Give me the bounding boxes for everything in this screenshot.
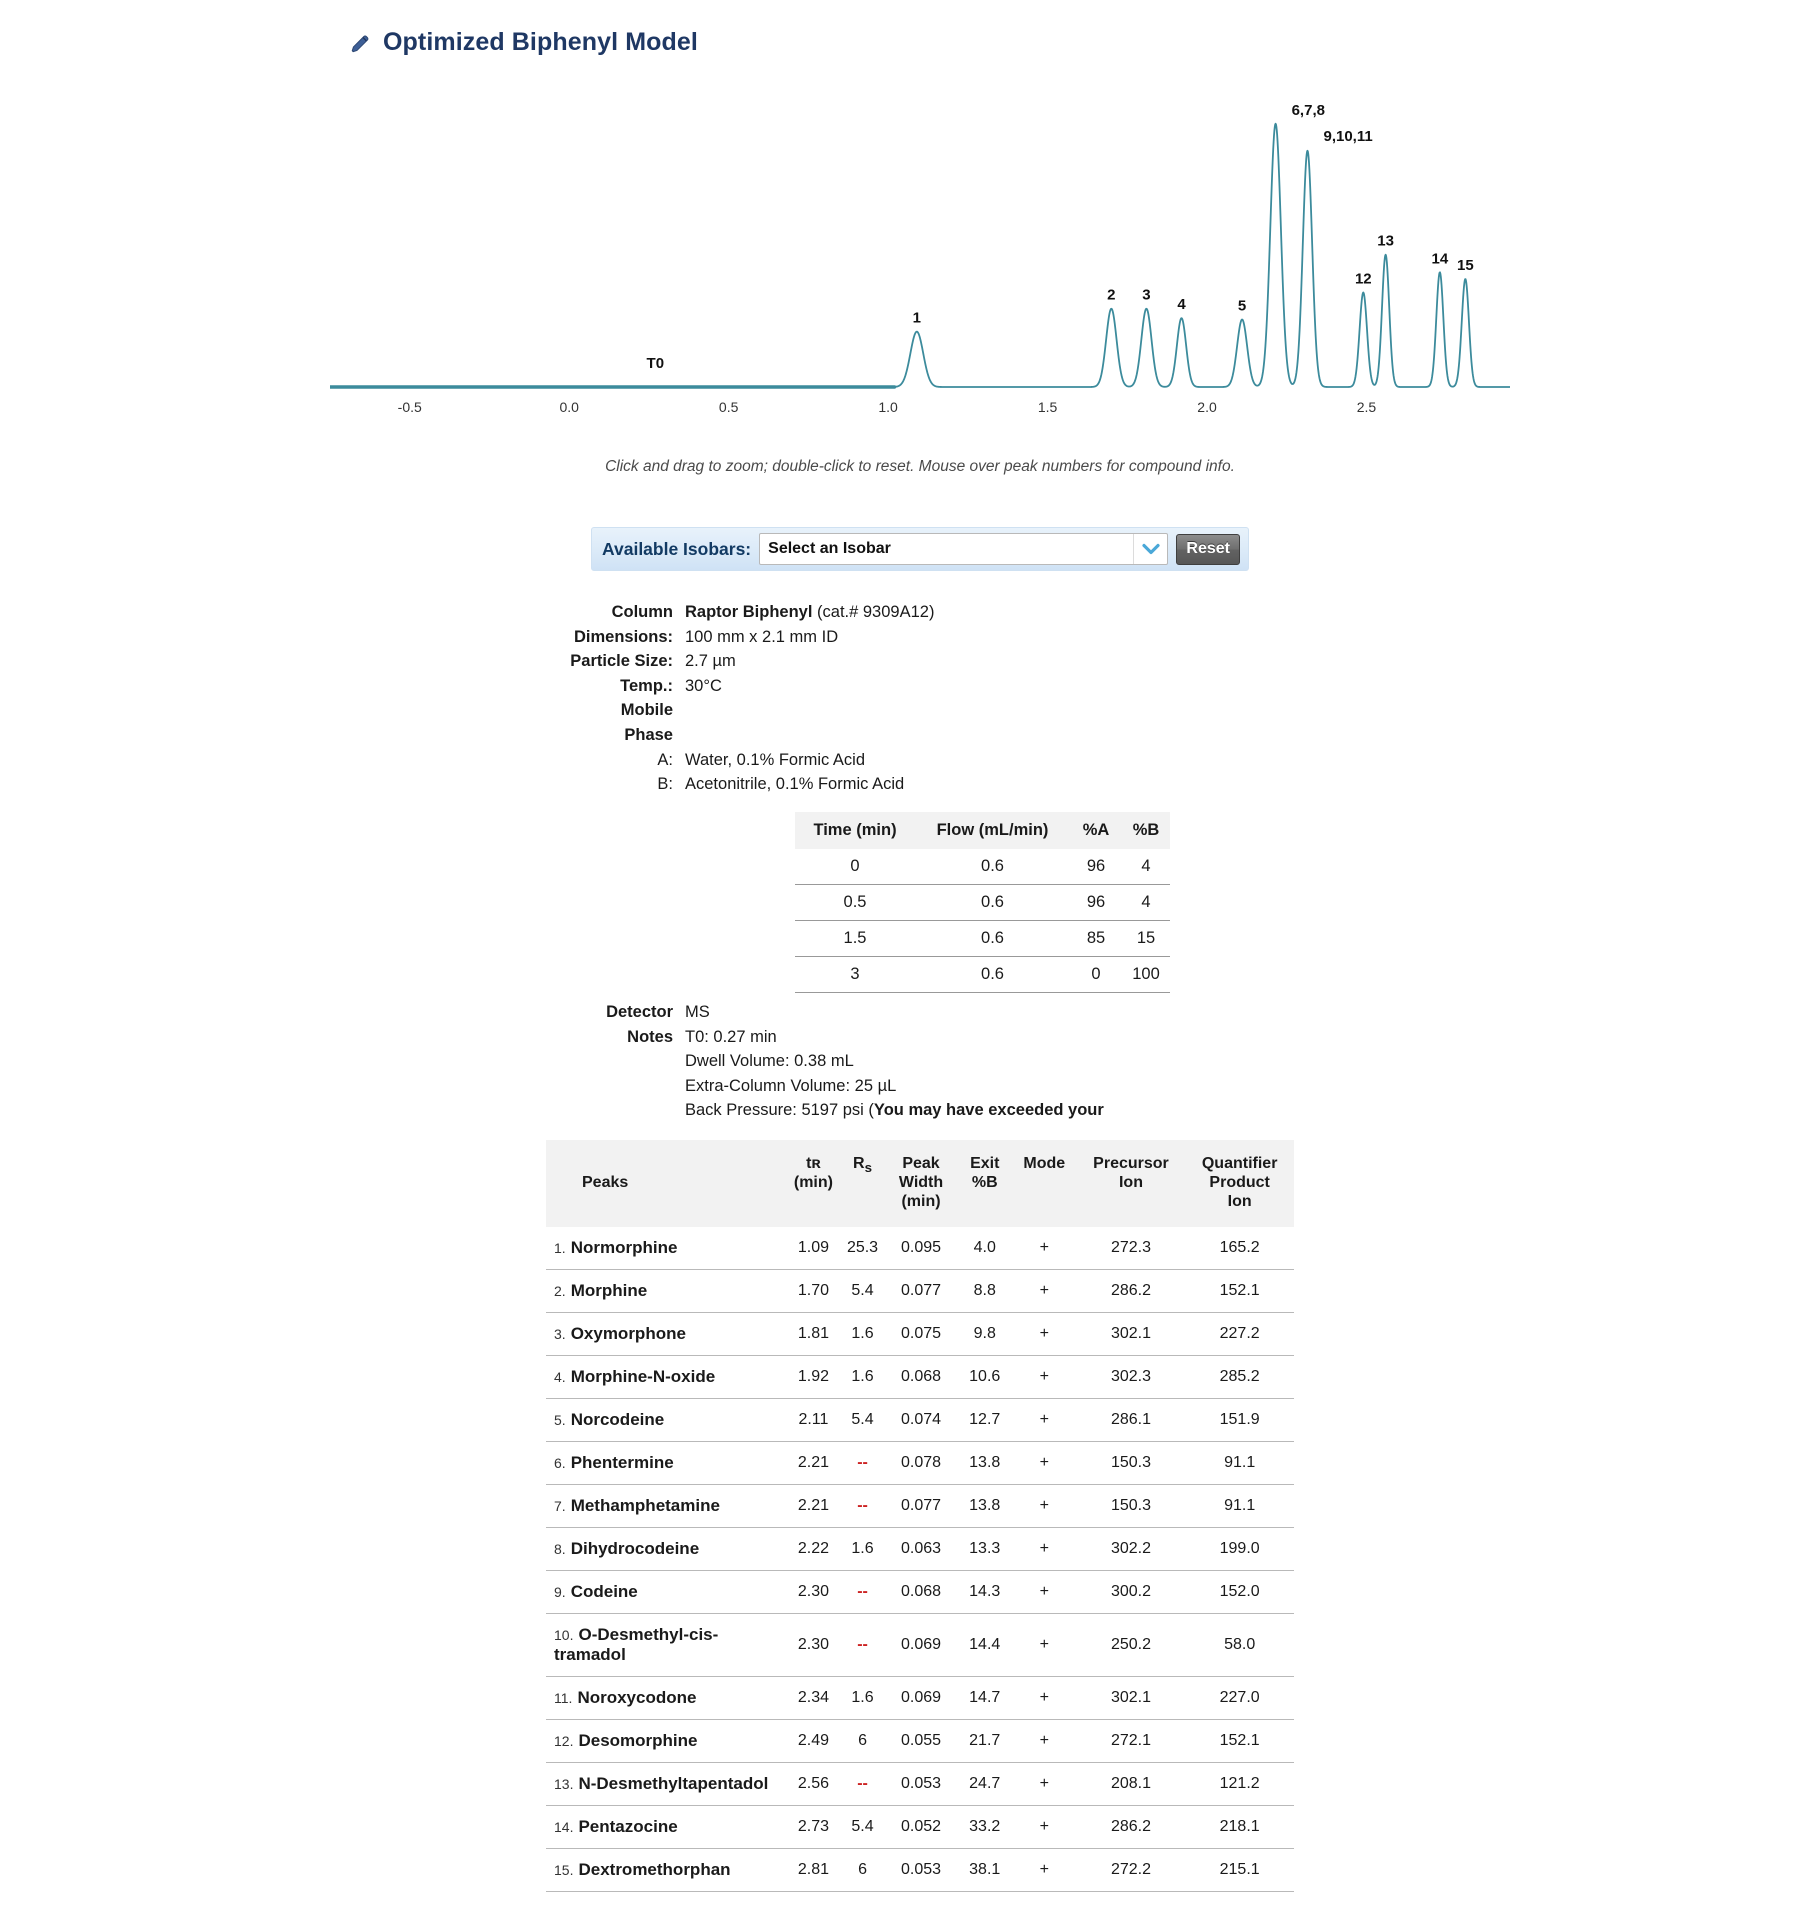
gradient-cell-pct-b: 100 xyxy=(1122,957,1170,993)
peak-name-cell xyxy=(546,1356,786,1399)
peak-quantifier-product-ion: 285.2 xyxy=(1185,1356,1294,1399)
gradient-cell-pct-a: 96 xyxy=(1070,849,1122,885)
gradient-cell-flow: 0.6 xyxy=(915,957,1070,993)
peak-width: 0.053 xyxy=(884,1763,957,1806)
peak-resolution: 6 xyxy=(841,1849,885,1892)
peak-index: 10. xyxy=(554,1627,574,1643)
gradient-cell-pct-b: 15 xyxy=(1122,921,1170,957)
peak-mode: + xyxy=(1012,1528,1077,1571)
phase-a-value: Water, 0.1% Formic Acid xyxy=(685,750,866,769)
peak-index: 5. xyxy=(554,1412,566,1428)
peak-exit-pct-b: 21.7 xyxy=(958,1720,1012,1763)
peak-quantifier-product-ion: 165.2 xyxy=(1185,1227,1294,1270)
gradient-row xyxy=(795,921,1170,957)
peak-compound-name: Normorphine xyxy=(570,1238,678,1257)
peak-width: 0.075 xyxy=(884,1313,957,1356)
peaks-header-qpi-l1: Quantifier xyxy=(1201,1155,1278,1172)
mobile-phase-key-line1: Mobile xyxy=(620,701,673,720)
isobar-label: Available Isobars: xyxy=(602,538,752,559)
peak-precursor-ion: 272.1 xyxy=(1077,1720,1186,1763)
peak-quantifier-product-ion: 152.0 xyxy=(1185,1571,1294,1614)
peak-resolution: 1.6 xyxy=(841,1677,885,1720)
peak-index: 4. xyxy=(554,1369,566,1385)
gradient-cell-pct-a: 85 xyxy=(1070,921,1122,957)
peak-resolution: 25.3 xyxy=(841,1227,885,1270)
peak-exit-pct-b: 13.8 xyxy=(958,1485,1012,1528)
peak-width: 0.078 xyxy=(884,1442,957,1485)
gradient-header-pct-b: %B xyxy=(1122,812,1170,849)
peak-exit-pct-b: 4.0 xyxy=(958,1227,1012,1270)
peak-index: 11. xyxy=(554,1690,573,1706)
peak-resolution: 5.4 xyxy=(841,1399,885,1442)
peaks-header-exit-l2: %B xyxy=(971,1174,998,1191)
peak-precursor-ion: 272.2 xyxy=(1077,1849,1186,1892)
gradient-table-head xyxy=(795,812,1170,849)
x-axis-tick-label: 0.5 xyxy=(718,399,739,415)
peaks-header-exit-pct-b xyxy=(958,1140,1012,1227)
peak-quantifier-product-ion: 58.0 xyxy=(1185,1614,1294,1677)
peak-compound-name: Dihydrocodeine xyxy=(570,1539,700,1558)
method-particle-value: 2.7 µm xyxy=(685,652,736,671)
peaks-header-mode: Mode xyxy=(1012,1140,1077,1227)
peak-retention-time: 2.21 xyxy=(786,1485,840,1528)
note-extra-column: Extra-Column Volume: 25 µL xyxy=(685,1076,897,1095)
detector-notes xyxy=(560,1000,1220,1123)
peak-name-cell xyxy=(546,1614,786,1677)
peak-precursor-ion: 302.1 xyxy=(1077,1677,1186,1720)
peak-number-label[interactable]: 14 xyxy=(1431,250,1449,268)
peak-retention-time: 1.81 xyxy=(786,1313,840,1356)
peaks-header-row xyxy=(546,1140,1294,1227)
peaks-table-head xyxy=(546,1140,1294,1227)
peak-resolution: -- xyxy=(841,1442,885,1485)
peak-index: 3. xyxy=(554,1326,566,1342)
chevron-down-icon[interactable] xyxy=(1133,534,1167,564)
peak-compound-name: Pentazocine xyxy=(578,1817,678,1836)
peak-index: 6. xyxy=(554,1455,566,1471)
method-temp-value: 30°C xyxy=(685,676,722,695)
peak-index: 9. xyxy=(554,1584,566,1600)
peak-precursor-ion: 208.1 xyxy=(1077,1763,1186,1806)
peak-width: 0.068 xyxy=(884,1571,957,1614)
peaks-header-pw-l3: (min) xyxy=(901,1193,941,1210)
peak-mode: + xyxy=(1012,1313,1077,1356)
x-axis-tick-label: 0.0 xyxy=(559,399,579,415)
table-row[interactable] xyxy=(546,1485,1294,1528)
peak-resolution: -- xyxy=(841,1763,885,1806)
peak-quantifier-product-ion: 152.1 xyxy=(1185,1270,1294,1313)
peak-index: 7. xyxy=(554,1498,566,1514)
t0-marker-label: T0 xyxy=(646,355,665,373)
x-axis-tick-label: 2.5 xyxy=(1356,399,1377,415)
gradient-cell-flow: 0.6 xyxy=(915,921,1070,957)
gradient-table-body xyxy=(795,849,1170,993)
peak-quantifier-product-ion: 227.0 xyxy=(1185,1677,1294,1720)
peak-number-label[interactable]: 5 xyxy=(1237,297,1247,315)
peak-width: 0.077 xyxy=(884,1270,957,1313)
table-row[interactable] xyxy=(546,1270,1294,1313)
gradient-cell-pct-a: 96 xyxy=(1070,885,1122,921)
peak-width: 0.069 xyxy=(884,1614,957,1677)
peaks-header-exit-l1: Exit xyxy=(970,1155,1000,1172)
peaks-header-pw-l2: Width xyxy=(898,1174,944,1191)
x-axis-tick-label: -0.5 xyxy=(397,399,422,415)
peaks-header-rs xyxy=(841,1140,885,1227)
peaks-header-rs-main: $R_s$ xyxy=(853,1155,872,1176)
peak-precursor-ion: 272.3 xyxy=(1077,1227,1186,1270)
peak-exit-pct-b: 24.7 xyxy=(958,1763,1012,1806)
chromatogram-plot[interactable] xyxy=(330,55,1510,455)
chromatogram[interactable] xyxy=(330,55,1510,485)
peak-quantifier-product-ion: 215.1 xyxy=(1185,1849,1294,1892)
peak-name-cell xyxy=(546,1270,786,1313)
peak-resolution: 1.6 xyxy=(841,1356,885,1399)
phase-b-value: Acetonitrile, 0.1% Formic Acid xyxy=(685,775,905,794)
peaks-table xyxy=(546,1140,1294,1892)
gradient-row xyxy=(795,849,1170,885)
peaks-header-pw-l1: Peak xyxy=(902,1155,940,1172)
peak-precursor-ion: 250.2 xyxy=(1077,1614,1186,1677)
peak-retention-time: 2.73 xyxy=(786,1806,840,1849)
peak-index: 1. xyxy=(554,1240,566,1256)
peak-compound-name: Methamphetamine xyxy=(570,1496,720,1515)
table-row[interactable] xyxy=(546,1442,1294,1485)
back-pressure-warning: You may have exceeded your xyxy=(873,1101,1104,1120)
peak-resolution: -- xyxy=(841,1614,885,1677)
peak-exit-pct-b: 12.7 xyxy=(958,1399,1012,1442)
peak-mode: + xyxy=(1012,1485,1077,1528)
peak-precursor-ion: 286.2 xyxy=(1077,1270,1186,1313)
peak-mode: + xyxy=(1012,1614,1077,1677)
peak-exit-pct-b: 14.7 xyxy=(958,1677,1012,1720)
peak-index: 14. xyxy=(554,1819,574,1835)
peak-index: 13. xyxy=(554,1776,574,1792)
peak-number-label[interactable]: 9,10,11 xyxy=(1323,127,1373,145)
peak-precursor-ion: 302.2 xyxy=(1077,1528,1186,1571)
peak-resolution: 1.6 xyxy=(841,1528,885,1571)
peak-quantifier-product-ion: 91.1 xyxy=(1185,1442,1294,1485)
chromatogram-hint: Click and drag to zoom; double-click to reset. Mouse over peak numbers for compound info. xyxy=(605,458,1235,475)
isobar-toolbar xyxy=(591,527,1249,571)
peak-precursor-ion: 300.2 xyxy=(1077,1571,1186,1614)
phase-b-key: B: xyxy=(657,775,673,794)
peak-number-label[interactable]: 15 xyxy=(1457,257,1474,274)
peak-retention-time: 2.22 xyxy=(786,1528,840,1571)
peak-exit-pct-b: 14.4 xyxy=(958,1614,1012,1677)
peak-resolution: 1.6 xyxy=(841,1313,885,1356)
detector-key: Detector xyxy=(606,1003,673,1021)
method-column-value xyxy=(685,600,1200,625)
method-temp-key: Temp.: xyxy=(620,676,673,695)
gradient-table xyxy=(795,812,1170,993)
peaks-header-tr-main: tʀ xyxy=(806,1155,821,1172)
peak-width: 0.077 xyxy=(884,1485,957,1528)
peak-name-cell xyxy=(546,1485,786,1528)
peak-mode: + xyxy=(1012,1442,1077,1485)
peak-precursor-ion: 302.1 xyxy=(1077,1313,1186,1356)
table-row[interactable] xyxy=(546,1720,1294,1763)
method-dimensions-value: 100 mm x 2.1 mm ID xyxy=(685,627,839,646)
peak-name-cell xyxy=(546,1763,786,1806)
peak-exit-pct-b: 13.3 xyxy=(958,1528,1012,1571)
peak-compound-name: Desomorphine xyxy=(578,1731,698,1750)
method-row-phase-b xyxy=(560,772,1200,797)
gradient-cell-flow: 0.6 xyxy=(915,885,1070,921)
peak-number-label[interactable]: 1 xyxy=(912,309,921,327)
peak-retention-time: 2.30 xyxy=(786,1571,840,1614)
gradient-header-row xyxy=(795,812,1170,849)
gradient-row xyxy=(795,957,1170,993)
peak-index: 15. xyxy=(554,1862,574,1878)
gradient-header-time: Time (min) xyxy=(795,812,915,849)
notes-value xyxy=(685,1025,1220,1123)
peak-index: 2. xyxy=(554,1283,566,1299)
peak-compound-name: Morphine xyxy=(570,1281,648,1300)
peaks-header-tr-unit: (min) xyxy=(793,1174,833,1191)
peak-width: 0.053 xyxy=(884,1849,957,1892)
peak-name-cell xyxy=(546,1399,786,1442)
notes-row xyxy=(560,1025,1220,1123)
peak-width: 0.069 xyxy=(884,1677,957,1720)
peak-number-label[interactable]: 2 xyxy=(1107,286,1116,304)
peaks-header-tr xyxy=(786,1140,840,1227)
method-column-key: Column xyxy=(611,603,673,621)
peak-number-label[interactable]: 13 xyxy=(1377,232,1394,250)
isobar-selected-value: Select an Isobar xyxy=(768,540,891,557)
reset-button[interactable]: Reset xyxy=(1176,534,1240,565)
table-row[interactable] xyxy=(546,1614,1294,1677)
table-row[interactable] xyxy=(546,1528,1294,1571)
peak-number-label[interactable]: 4 xyxy=(1177,296,1186,314)
table-row[interactable] xyxy=(546,1227,1294,1270)
x-axis-tick-label: 1.5 xyxy=(1037,399,1058,415)
column-name: Raptor Biphenyl xyxy=(685,603,813,621)
peak-mode: + xyxy=(1012,1356,1077,1399)
peak-exit-pct-b: 13.8 xyxy=(958,1442,1012,1485)
peak-name-cell xyxy=(546,1313,786,1356)
peak-mode: + xyxy=(1012,1227,1077,1270)
method-particle-key: Particle Size: xyxy=(570,652,673,671)
peak-retention-time: 2.34 xyxy=(786,1677,840,1720)
peak-width: 0.052 xyxy=(884,1806,957,1849)
x-axis-tick-label: 2.0 xyxy=(1197,399,1217,415)
peak-mode: + xyxy=(1012,1806,1077,1849)
peak-retention-time: 2.11 xyxy=(786,1399,840,1442)
gradient-header-flow: Flow (mL/min) xyxy=(915,812,1070,849)
peaks-header-quantifier-product-ion xyxy=(1185,1140,1294,1227)
peak-exit-pct-b: 33.2 xyxy=(958,1806,1012,1849)
peak-retention-time: 2.81 xyxy=(786,1849,840,1892)
peak-number-label[interactable]: 3 xyxy=(1142,286,1151,304)
note-dwell: Dwell Volume: 0.38 mL xyxy=(685,1052,854,1071)
peak-retention-time: 1.70 xyxy=(786,1270,840,1313)
gradient-cell-time: 3 xyxy=(795,957,915,993)
peak-exit-pct-b: 14.3 xyxy=(958,1571,1012,1614)
method-dimensions-key: Dimensions: xyxy=(573,627,673,646)
peak-name-cell xyxy=(546,1227,786,1270)
detector-row xyxy=(560,1000,1220,1025)
table-row[interactable] xyxy=(546,1399,1294,1442)
peak-mode: + xyxy=(1012,1763,1077,1806)
page-title: Optimized Biphenyl Model xyxy=(383,28,698,56)
peak-compound-name: Noroxycodone xyxy=(577,1688,697,1707)
detector-value: MS xyxy=(685,1003,710,1021)
peak-mode: + xyxy=(1012,1720,1077,1763)
peaks-header-peak-width xyxy=(884,1140,957,1227)
peak-resolution: 6 xyxy=(841,1720,885,1763)
peaks-header-peaks: Peaks xyxy=(546,1140,786,1227)
peak-quantifier-product-ion: 151.9 xyxy=(1185,1399,1294,1442)
page-title-row xyxy=(349,28,698,57)
peak-width: 0.055 xyxy=(884,1720,957,1763)
peak-retention-time: 1.92 xyxy=(786,1356,840,1399)
peak-compound-name: Dextromethorphan xyxy=(578,1860,731,1879)
peak-retention-time: 2.49 xyxy=(786,1720,840,1763)
method-details xyxy=(560,600,1200,797)
peak-precursor-ion: 286.2 xyxy=(1077,1806,1186,1849)
gradient-cell-pct-b: 4 xyxy=(1122,885,1170,921)
peak-mode: + xyxy=(1012,1677,1077,1720)
peak-exit-pct-b: 10.6 xyxy=(958,1356,1012,1399)
table-row[interactable] xyxy=(546,1313,1294,1356)
table-row[interactable] xyxy=(546,1677,1294,1720)
peak-resolution: 5.4 xyxy=(841,1806,885,1849)
table-row[interactable] xyxy=(546,1571,1294,1614)
note-t0: T0: 0.27 min xyxy=(685,1027,777,1046)
method-row-mobile-phase xyxy=(560,698,1200,747)
table-row[interactable] xyxy=(546,1356,1294,1399)
peak-quantifier-product-ion: 218.1 xyxy=(1185,1806,1294,1849)
gradient-cell-time: 1.5 xyxy=(795,921,915,957)
peak-retention-time: 2.21 xyxy=(786,1442,840,1485)
gradient-cell-time: 0 xyxy=(795,849,915,885)
x-axis-tick-label: 1.0 xyxy=(878,399,898,415)
peak-quantifier-product-ion: 227.2 xyxy=(1185,1313,1294,1356)
peak-precursor-ion: 150.3 xyxy=(1077,1442,1186,1485)
peaks-table-body xyxy=(546,1227,1294,1892)
peaks-header-pre-l2: Ion xyxy=(1118,1174,1143,1191)
peak-width: 0.068 xyxy=(884,1356,957,1399)
pencil-icon[interactable] xyxy=(349,32,371,54)
peak-mode: + xyxy=(1012,1399,1077,1442)
notes-key: Notes xyxy=(627,1027,673,1046)
peaks-header-qpi-l2: Product xyxy=(1209,1174,1270,1191)
peak-quantifier-product-ion: 91.1 xyxy=(1185,1485,1294,1528)
back-pressure-text: Back Pressure: 5197 psi ( xyxy=(685,1101,874,1120)
gradient-cell-pct-b: 4 xyxy=(1122,849,1170,885)
peak-compound-name: O-Desmethyl-cis-tramadol xyxy=(554,1625,719,1664)
peak-retention-time: 2.56 xyxy=(786,1763,840,1806)
method-row-column xyxy=(560,600,1200,625)
peak-quantifier-product-ion: 199.0 xyxy=(1185,1528,1294,1571)
method-mobile-phase-value xyxy=(685,698,1200,747)
peak-name-cell xyxy=(546,1849,786,1892)
peak-width: 0.095 xyxy=(884,1227,957,1270)
column-catalog: (cat.# 9309A12) xyxy=(817,603,935,621)
peak-precursor-ion: 302.3 xyxy=(1077,1356,1186,1399)
peak-retention-time: 2.30 xyxy=(786,1614,840,1677)
peak-exit-pct-b: 9.8 xyxy=(958,1313,1012,1356)
peak-mode: + xyxy=(1012,1270,1077,1313)
peak-index: 8. xyxy=(554,1541,566,1557)
peak-name-cell xyxy=(546,1720,786,1763)
peak-quantifier-product-ion: 121.2 xyxy=(1185,1763,1294,1806)
peak-width: 0.074 xyxy=(884,1399,957,1442)
method-row-dimensions xyxy=(560,625,1200,650)
table-row[interactable] xyxy=(546,1806,1294,1849)
peak-name-cell xyxy=(546,1442,786,1485)
peak-compound-name: Oxymorphone xyxy=(570,1324,686,1343)
peak-name-cell xyxy=(546,1806,786,1849)
gradient-cell-pct-a: 0 xyxy=(1070,957,1122,993)
peak-compound-name: N-Desmethyltapentadol xyxy=(578,1774,769,1793)
peak-retention-time: 1.09 xyxy=(786,1227,840,1270)
peak-index: 12. xyxy=(554,1733,574,1749)
gradient-row xyxy=(795,885,1170,921)
peak-name-cell xyxy=(546,1528,786,1571)
peak-exit-pct-b: 8.8 xyxy=(958,1270,1012,1313)
method-mobile-phase-key xyxy=(560,698,685,747)
peak-resolution: -- xyxy=(841,1485,885,1528)
peak-compound-name: Norcodeine xyxy=(570,1410,665,1429)
phase-a-key: A: xyxy=(657,750,673,769)
peak-number-label[interactable]: 6,7,8 xyxy=(1291,101,1325,119)
peaks-header-pre-l1: Precursor xyxy=(1093,1155,1169,1172)
peak-width: 0.063 xyxy=(884,1528,957,1571)
method-row-phase-a xyxy=(560,748,1200,773)
table-row[interactable] xyxy=(546,1763,1294,1806)
peaks-header-qpi-l3: Ion xyxy=(1227,1193,1252,1210)
peaks-header-precursor-ion xyxy=(1077,1140,1186,1227)
peak-precursor-ion: 286.1 xyxy=(1077,1399,1186,1442)
gradient-cell-time: 0.5 xyxy=(795,885,915,921)
peak-exit-pct-b: 38.1 xyxy=(958,1849,1012,1892)
method-row-particle-size xyxy=(560,649,1200,674)
peak-compound-name: Morphine-N-oxide xyxy=(570,1367,716,1386)
peak-mode: + xyxy=(1012,1571,1077,1614)
peak-resolution: 5.4 xyxy=(841,1270,885,1313)
note-back-pressure xyxy=(685,1098,1220,1123)
peak-compound-name: Codeine xyxy=(570,1582,638,1601)
peak-compound-name: Phentermine xyxy=(570,1453,674,1472)
peak-mode: + xyxy=(1012,1849,1077,1892)
table-row[interactable] xyxy=(546,1849,1294,1892)
method-row-temp xyxy=(560,674,1200,699)
peak-name-cell xyxy=(546,1571,786,1614)
peak-quantifier-product-ion: 152.1 xyxy=(1185,1720,1294,1763)
peak-precursor-ion: 150.3 xyxy=(1077,1485,1186,1528)
mobile-phase-key-line2: Phase xyxy=(624,725,673,744)
isobar-select[interactable] xyxy=(759,533,1168,565)
peak-name-cell xyxy=(546,1677,786,1720)
gradient-cell-flow: 0.6 xyxy=(915,849,1070,885)
peak-resolution: -- xyxy=(841,1571,885,1614)
peak-number-label[interactable]: 12 xyxy=(1354,270,1372,288)
gradient-header-pct-a: %A xyxy=(1070,812,1122,849)
